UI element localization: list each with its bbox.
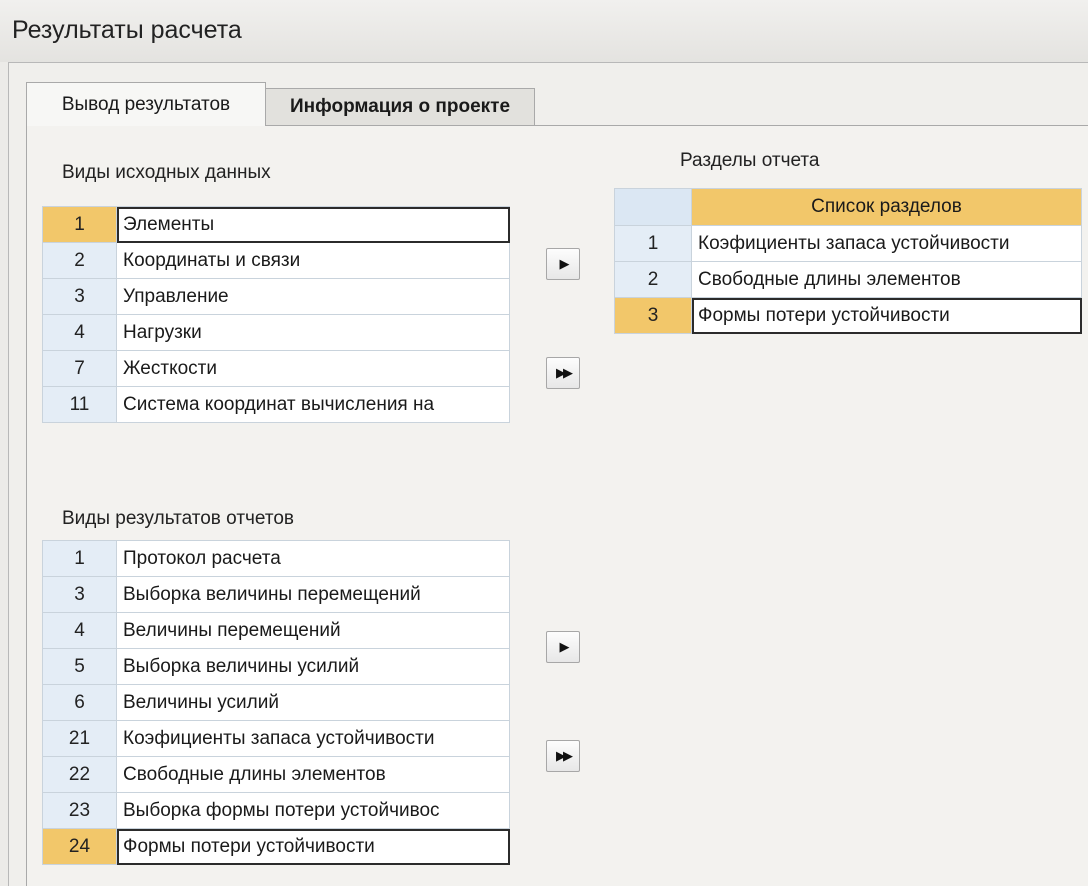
row-label[interactable]: Управление — [117, 279, 510, 315]
double-triangle-right-icon: ▶▶ — [556, 748, 570, 763]
move-one-button[interactable] — [546, 248, 580, 280]
report-sections-grid — [614, 188, 1082, 334]
row-label[interactable]: Формы потери устойчивости — [117, 829, 510, 865]
move-one-result-button[interactable] — [546, 631, 580, 663]
input-types-grid — [42, 206, 510, 423]
triangle-right-icon: ▶ — [559, 256, 567, 271]
table-row[interactable] — [43, 387, 510, 423]
row-label[interactable]: Нагрузки — [117, 315, 510, 351]
row-number: 1 — [615, 226, 692, 262]
row-label[interactable]: Элементы — [117, 207, 510, 243]
table-row[interactable] — [43, 793, 510, 829]
row-number: 21 — [43, 721, 117, 757]
table-row[interactable] — [43, 613, 510, 649]
row-number: 2 — [43, 243, 117, 279]
row-label[interactable]: Величины усилий — [117, 685, 510, 721]
row-label[interactable]: Коэфициенты запаса устойчивости — [692, 226, 1082, 262]
row-label[interactable]: Протокол расчета — [117, 541, 510, 577]
row-label[interactable]: Свободные длины элементов — [692, 262, 1082, 298]
row-label[interactable]: Выборка величины усилий — [117, 649, 510, 685]
row-number: 1 — [43, 207, 117, 243]
row-label[interactable]: Свободные длины элементов — [117, 757, 510, 793]
table-row[interactable] — [43, 541, 510, 577]
table-row[interactable] — [615, 298, 1082, 334]
table-row[interactable] — [43, 721, 510, 757]
table-row[interactable] — [43, 207, 510, 243]
table-row[interactable] — [43, 279, 510, 315]
tab-output-results[interactable] — [26, 82, 266, 126]
row-number: 3 — [43, 279, 117, 315]
result-types-heading: Виды результатов отчетов — [62, 508, 295, 529]
table-row[interactable] — [43, 649, 510, 685]
table-row[interactable] — [43, 315, 510, 351]
report-sections-heading: Разделы отчета — [680, 150, 820, 171]
column-header-sections[interactable]: Список разделов — [692, 189, 1082, 226]
table-row[interactable] — [615, 262, 1082, 298]
tab-project-info[interactable] — [265, 88, 535, 126]
row-number: 22 — [43, 757, 117, 793]
row-number: 6 — [43, 685, 117, 721]
double-triangle-right-icon: ▶▶ — [556, 365, 570, 380]
input-types-heading: Виды исходных данных — [62, 162, 271, 183]
table-row[interactable] — [43, 685, 510, 721]
move-all-button[interactable] — [546, 357, 580, 389]
tab-project-info-label: Информация о проекте — [289, 96, 511, 117]
tab-output-results-label: Вывод результатов — [61, 93, 231, 115]
row-number: 4 — [43, 315, 117, 351]
title-bar — [0, 0, 1088, 62]
row-number: 3 — [43, 577, 117, 613]
window-title: Результаты расчета — [12, 16, 242, 44]
result-types-grid — [42, 540, 510, 865]
row-number: 11 — [43, 387, 117, 423]
select-all-corner[interactable] — [615, 189, 692, 226]
table-row[interactable] — [43, 243, 510, 279]
row-label[interactable]: Величины перемещений — [117, 613, 510, 649]
table-row[interactable] — [43, 351, 510, 387]
triangle-right-icon: ▶ — [559, 639, 567, 654]
table-row[interactable] — [43, 577, 510, 613]
table-row[interactable] — [43, 829, 510, 865]
table-header-row — [615, 189, 1082, 226]
row-number: 4 — [43, 613, 117, 649]
row-number: 23 — [43, 793, 117, 829]
row-label[interactable]: Выборка величины перемещений — [117, 577, 510, 613]
table-row[interactable] — [43, 757, 510, 793]
row-label[interactable]: Выборка формы потери устойчивос — [117, 793, 510, 829]
row-label[interactable]: Формы потери устойчивости — [692, 298, 1082, 334]
row-label[interactable]: Коэфициенты запаса устойчивости — [117, 721, 510, 757]
move-all-results-button[interactable] — [546, 740, 580, 772]
row-number: 1 — [43, 541, 117, 577]
row-label[interactable]: Жесткости — [117, 351, 510, 387]
row-label[interactable]: Система координат вычисления на — [117, 387, 510, 423]
row-number: 2 — [615, 262, 692, 298]
row-number: 3 — [615, 298, 692, 334]
row-number: 7 — [43, 351, 117, 387]
row-number: 5 — [43, 649, 117, 685]
table-row[interactable] — [615, 226, 1082, 262]
row-label[interactable]: Координаты и связи — [117, 243, 510, 279]
row-number: 24 — [43, 829, 117, 865]
